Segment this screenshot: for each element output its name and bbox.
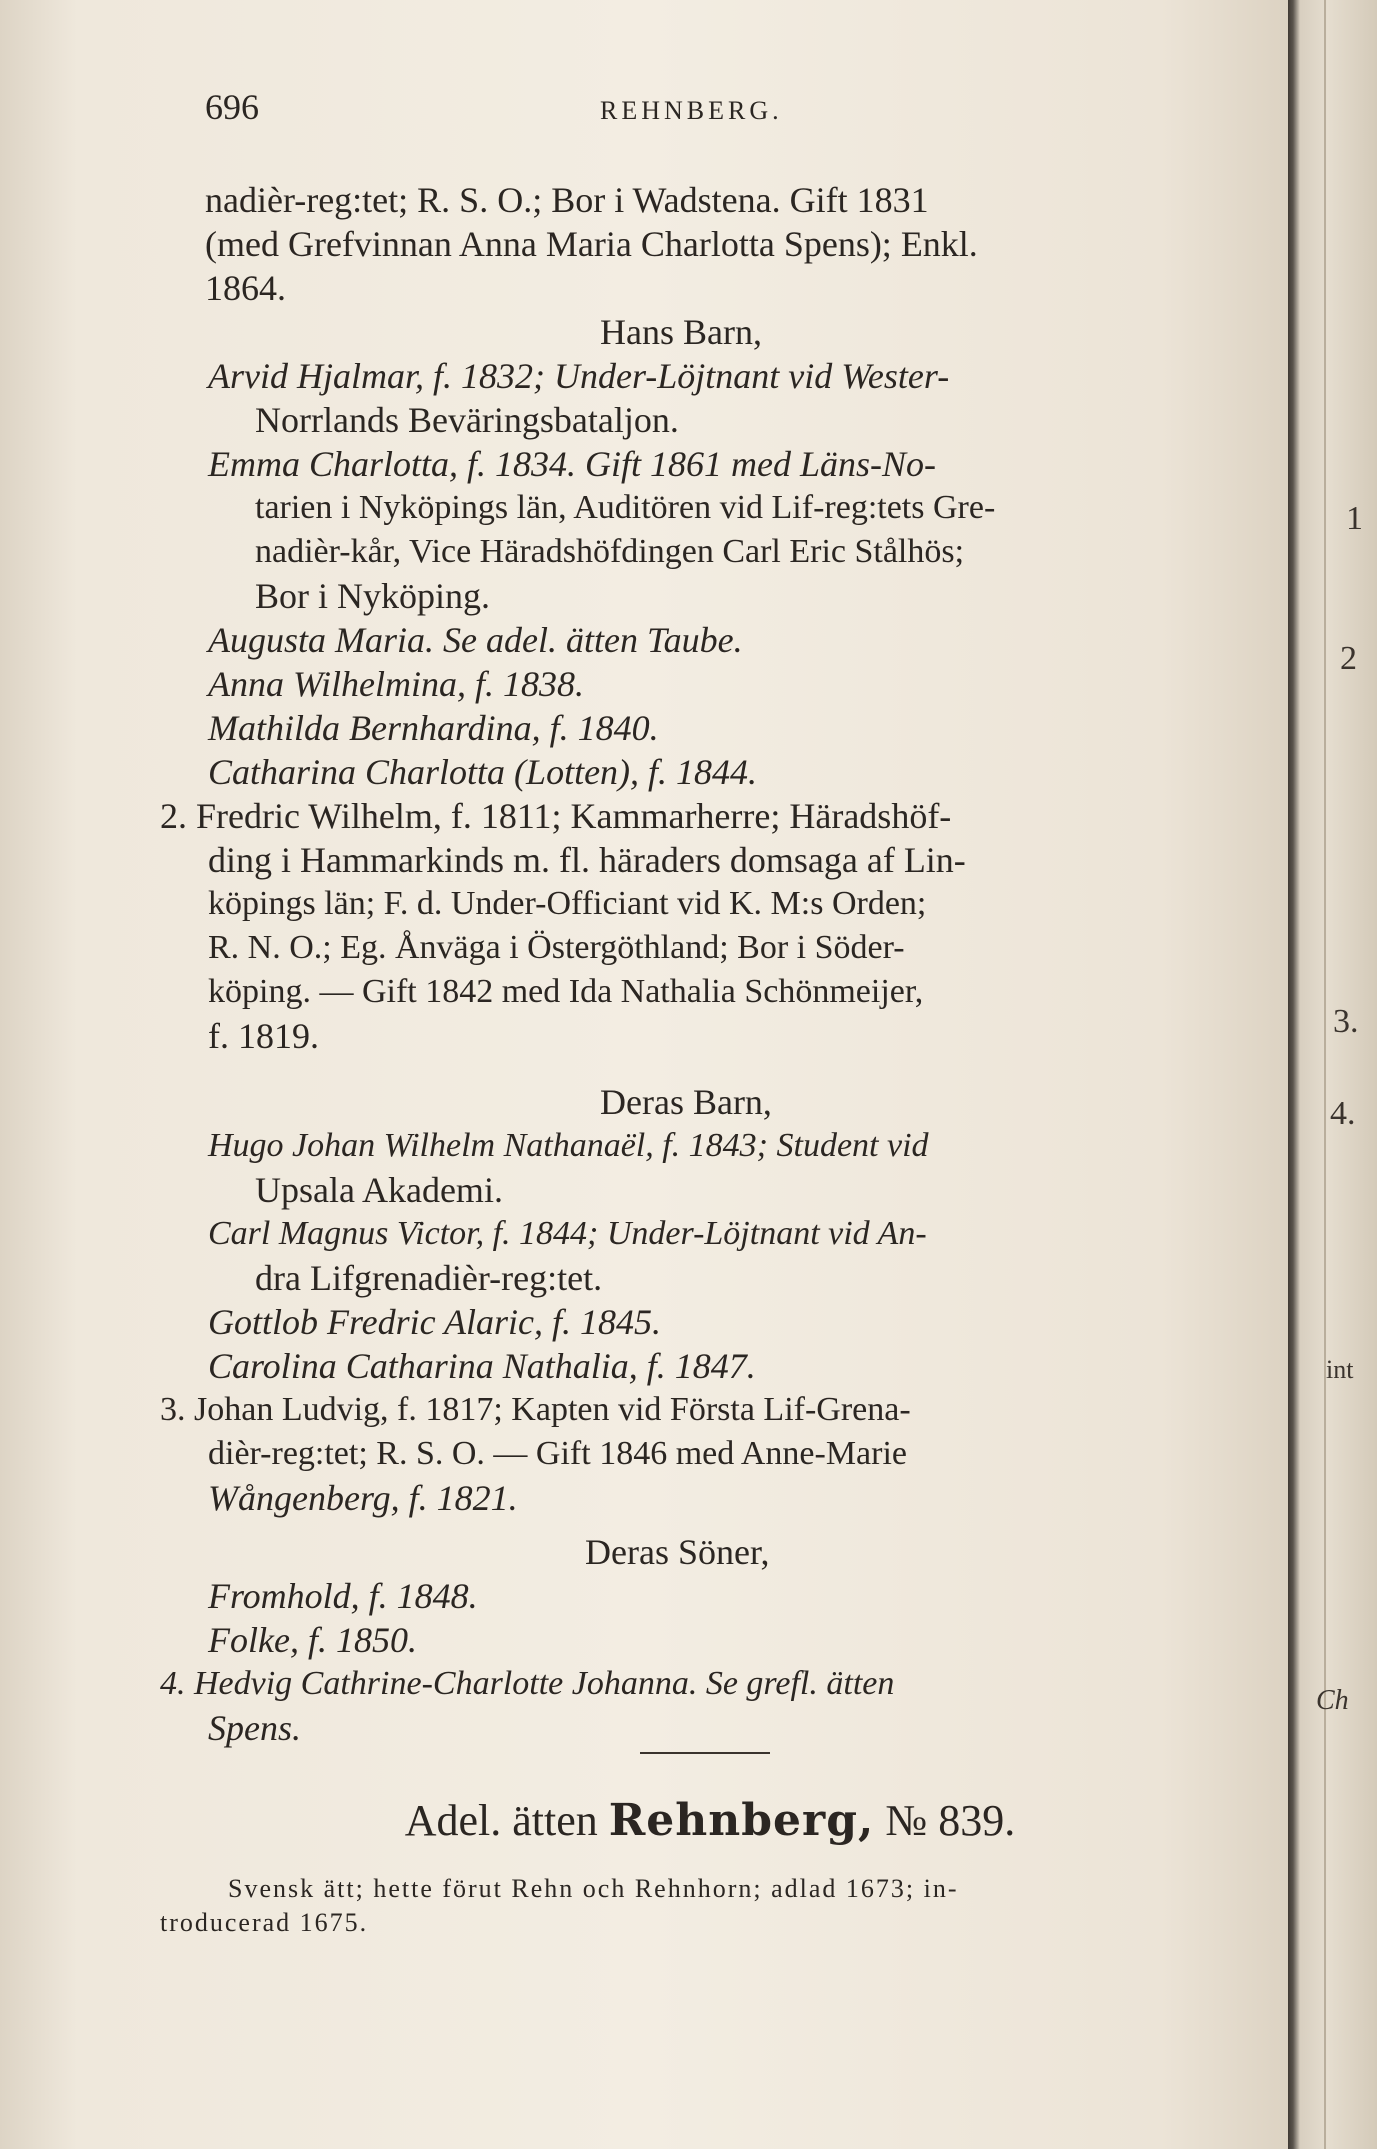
text-line: Fromhold, f. 1848. <box>208 1576 478 1616</box>
text-line: Gottlob Fredric Alaric, f. 1845. <box>208 1302 661 1342</box>
text-line: 2. Fredric Wilhelm, f. 1811; Kammarherre; Häradshöf- <box>160 796 952 836</box>
section-title <box>205 1794 1215 1848</box>
title-prefix: Adel. ätten <box>404 1796 598 1845</box>
section-divider <box>640 1752 770 1754</box>
text-line: Hugo Johan Wilhelm Nathanaël, f. 1843; Student vid <box>208 1127 929 1164</box>
page-header <box>205 86 1215 130</box>
subheading-hans-barn: Hans Barn, <box>600 312 762 352</box>
text-line: Upsala Akademi. <box>255 1170 503 1210</box>
text-line: 1864. <box>205 268 286 308</box>
section-intro-line: Svensk ätt; hette förut Rehn och Rehnhorn; adlad 1673; in- <box>228 1874 959 1903</box>
text-line: ding i Hammarkinds m. fl. häraders domsaga af Lin- <box>208 840 966 880</box>
family-name: Rehnberg, <box>608 1795 875 1846</box>
next-page-edge <box>1288 0 1377 2149</box>
text-line: dièr-reg:tet; R. S. O. — Gift 1846 med Anne-Marie <box>208 1435 908 1472</box>
edge-mark: 4. <box>1330 1095 1356 1132</box>
edge-mark: 3. <box>1333 1003 1359 1040</box>
edge-mark: Ch <box>1316 1685 1349 1716</box>
text-line: nadièr-reg:tet; R. S. O.; Bor i Wadstena. Gift 1831 <box>205 180 929 220</box>
text-line: Norrlands Beväringsbataljon. <box>255 400 679 440</box>
text-line: 4. Hedvig Cathrine-Charlotte Johanna. Se grefl. ätten <box>160 1665 895 1702</box>
text-line: Carl Magnus Victor, f. 1844; Under-Löjtnant vid An- <box>208 1215 927 1252</box>
text-line: 3. Johan Ludvig, f. 1817; Kapten vid Första Lif-Grena- <box>160 1391 911 1428</box>
text-line: Emma Charlotta, f. 1834. Gift 1861 med Läns-No- <box>208 444 937 484</box>
family-number: № 839. <box>885 1796 1016 1845</box>
page-number: 696 <box>205 87 259 127</box>
section-intro-line: troducerad 1675. <box>160 1908 369 1937</box>
text-line: köping. — Gift 1842 med Ida Nathalia Schönmeijer, <box>208 973 924 1010</box>
text-line: Spens. <box>208 1708 301 1748</box>
text-line: tarien i Nyköpings län, Auditören vid Lif-reg:tets Gre- <box>255 489 996 526</box>
edge-mark: int <box>1326 1355 1354 1384</box>
edge-mark: 2 <box>1340 640 1357 677</box>
text-line: Arvid Hjalmar, f. 1832; Under-Löjtnant vid Wester- <box>208 356 950 396</box>
text-line: (med Grefvinnan Anna Maria Charlotta Spens); Enkl. <box>205 224 978 264</box>
text-line: Wångenberg, f. 1821. <box>208 1478 518 1518</box>
text-line: dra Lifgrenadièr-reg:tet. <box>255 1258 603 1298</box>
text-line: nadièr-kår, Vice Häradshöfdingen Carl Eric Stålhös; <box>255 533 965 570</box>
running-head: REHNBERG. <box>600 96 783 125</box>
text-line: Anna Wilhelmina, f. 1838. <box>208 664 584 704</box>
text-line: Catharina Charlotta (Lotten), f. 1844. <box>208 752 758 792</box>
subheading-deras-barn: Deras Barn, <box>600 1082 772 1122</box>
text-line: f. 1819. <box>208 1016 319 1056</box>
text-line: Folke, f. 1850. <box>208 1620 417 1660</box>
text-line: Carolina Catharina Nathalia, f. 1847. <box>208 1346 756 1386</box>
subheading-deras-soner: Deras Söner, <box>585 1532 770 1572</box>
text-line: Mathilda Bernhardina, f. 1840. <box>208 708 659 748</box>
page-gutter-line <box>1324 0 1326 2149</box>
text-line: köpings län; F. d. Under-Officiant vid K. M:s Orden; <box>208 885 927 922</box>
text-line: R. N. O.; Eg. Ånväga i Östergöthland; Bor i Söder- <box>208 929 905 966</box>
text-line: Bor i Nyköping. <box>255 576 491 616</box>
text-line: Augusta Maria. Se adel. ätten Taube. <box>208 620 743 660</box>
edge-mark: 1 <box>1346 500 1363 537</box>
